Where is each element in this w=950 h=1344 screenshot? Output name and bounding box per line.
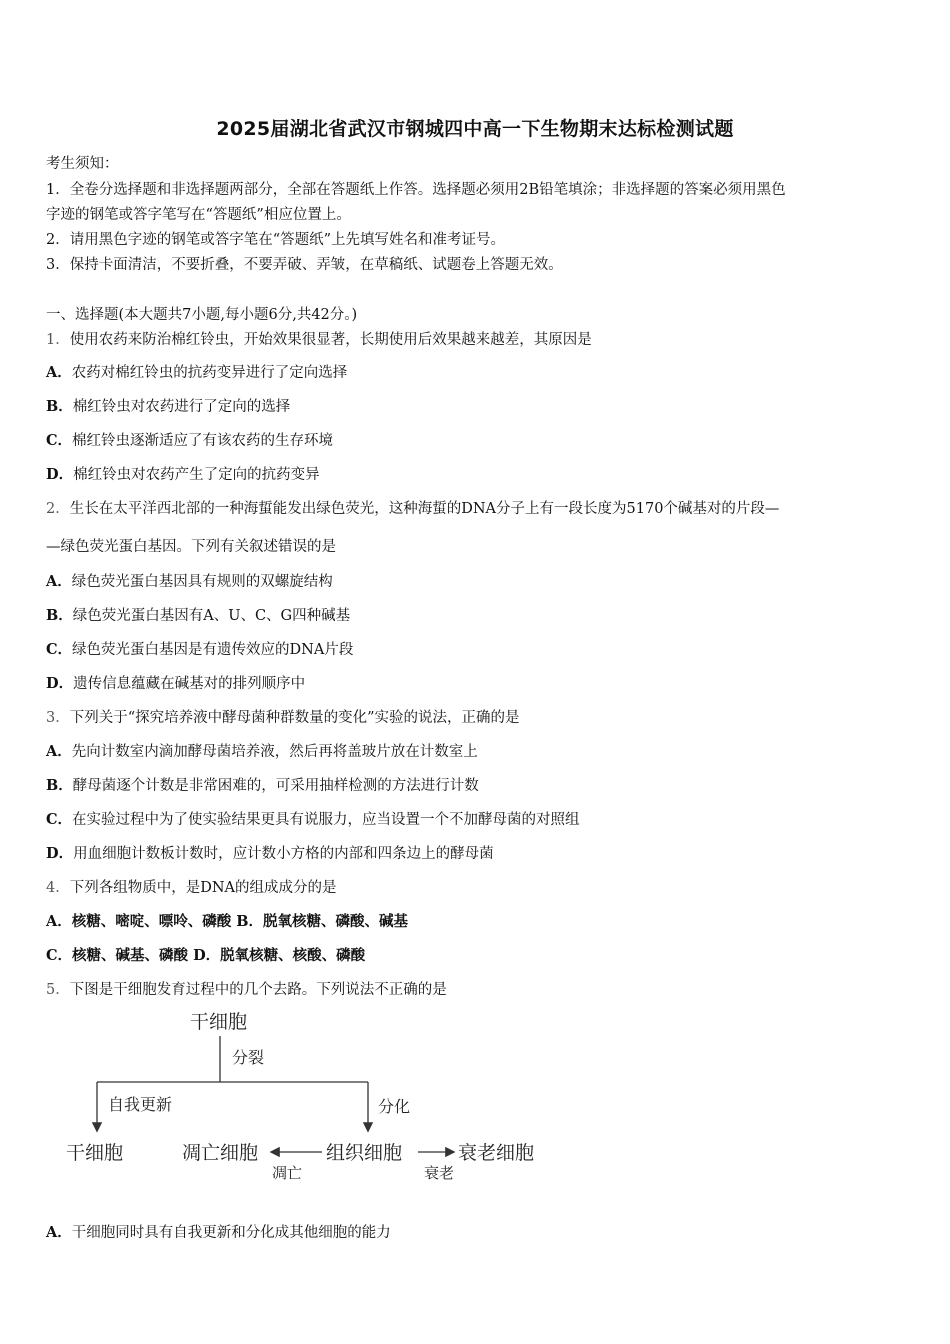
option-text: 用血细胞计数板计数时，应计数小方格的内部和四条边上的酵母菌 <box>73 846 494 862</box>
diagram-stem-cell: 干细胞 <box>66 1142 124 1164</box>
option-c[interactable] <box>46 638 353 659</box>
question-stem: 下图是干细胞发育过程中的几个去路。下列说法不正确的是 <box>69 982 447 998</box>
diagram-aging-cell: 衰老细胞 <box>458 1142 535 1164</box>
question-3 <box>46 706 520 727</box>
notice-item: 字迹的钢笔或答字笔写在“答题纸”相应位置上。 <box>46 207 351 223</box>
question-stem: 生长在太平洋西北部的一种海蜇能发出绿色荧光，这种海蜇的DNA分子上有一段长度为5170个碱基对的片段— <box>69 501 780 517</box>
option-row[interactable]: A．核糖、嘧啶、嘌呤、磷酸 B．脱氧核糖、磷酸、碱基 <box>46 913 409 930</box>
section-heading: 一、选择题(本大题共7小题,每小题6分,共42分。) <box>46 307 358 323</box>
diagram-split-label: 分裂 <box>232 1048 265 1067</box>
option-label: D． <box>46 845 74 862</box>
option-text: 棉红铃虫逐渐适应了有该农药的生存环境 <box>72 433 334 449</box>
question-number: 3． <box>46 710 70 726</box>
notice-item: 2．请用黑色字迹的钢笔或答字笔在“答题纸”上先填写姓名和准考证号。 <box>46 232 506 248</box>
option-label: B． <box>46 607 73 624</box>
diagram-apoptosis-label: 凋亡 <box>272 1164 303 1182</box>
question-1 <box>46 328 592 349</box>
diagram-apoptotic-cell: 凋亡细胞 <box>182 1142 259 1164</box>
option-text: 遗传信息蕴藏在碱基对的排列顺序中 <box>73 676 306 692</box>
question-4 <box>46 876 337 897</box>
option-d[interactable] <box>46 842 494 863</box>
option-text: 绿色荧光蛋白基因有A、U、C、G四种碱基 <box>72 608 351 624</box>
option-label: A． <box>46 1224 72 1241</box>
option-d[interactable] <box>46 463 320 484</box>
diagram-top-label: 干细胞 <box>190 1011 248 1033</box>
option-b[interactable] <box>46 395 290 416</box>
option-a[interactable] <box>46 1221 391 1242</box>
option-label: A． <box>46 364 72 381</box>
notice-item: 3．保持卡面清洁，不要折叠，不要弄破、弄皱，在草稿纸、试题卷上答题无效。 <box>46 257 563 273</box>
option-text: 棉红铃虫对农药产生了定向的抗药变异 <box>73 467 320 483</box>
question-stem: 使用农药来防治棉红铃虫，开始效果很显著，长期使用后效果越来越差，其原因是 <box>69 332 592 348</box>
stem-cell-diagram <box>60 1002 560 1192</box>
option-a[interactable] <box>46 361 347 382</box>
option-label: A． <box>46 743 72 760</box>
option-text: 绿色荧光蛋白基因具有规则的双螺旋结构 <box>71 574 333 590</box>
option-label: C． <box>46 641 73 658</box>
diagram-differentiate-label: 分化 <box>378 1097 411 1116</box>
option-d[interactable] <box>46 672 305 693</box>
option-label: D． <box>46 675 74 692</box>
option-a[interactable] <box>46 570 333 591</box>
question-number: 1． <box>46 332 70 348</box>
option-c[interactable] <box>46 808 580 829</box>
option-label: C． <box>46 811 73 828</box>
option-label: D． <box>46 466 74 483</box>
diagram-tissue-cell: 组织细胞 <box>326 1142 403 1164</box>
question-number: 5． <box>46 982 70 998</box>
question-2 <box>46 497 779 518</box>
option-text: 干细胞同时具有自我更新和分化成其他细胞的能力 <box>71 1225 391 1241</box>
option-label: A． <box>46 573 72 590</box>
option-text: 绿色荧光蛋白基因是有遗传效应的DNA片段 <box>72 642 354 658</box>
option-c[interactable] <box>46 429 333 450</box>
option-text: 在实验过程中为了使实验结果更具有说服力，应当设置一个不加酵母菌的对照组 <box>72 812 580 828</box>
option-label: C． <box>46 432 73 449</box>
question-stem: 下列各组物质中，是DNA的组成成分的是 <box>69 880 337 896</box>
option-b[interactable] <box>46 604 350 625</box>
diagram-self-renew-label: 自我更新 <box>108 1095 173 1114</box>
option-row[interactable]: C．核糖、碱基、磷酸 D．脱氧核糖、核酸、磷酸 <box>46 947 366 964</box>
notice-item: 1．全卷分选择题和非选择题两部分，全部在答题纸上作答。选择题必须用2B铅笔填涂；非选择题的答案必须用黑色 <box>46 182 786 198</box>
option-label: B． <box>46 777 73 794</box>
option-text: 棉红铃虫对农药进行了定向的选择 <box>72 399 291 415</box>
option-a[interactable] <box>46 740 478 761</box>
question-stem: 下列关于“探究培养液中酵母菌种群数量的变化”实验的说法，正确的是 <box>69 710 520 726</box>
option-b[interactable] <box>46 774 479 795</box>
option-label: B． <box>46 398 73 415</box>
page-title: 2025届湖北省武汉市钢城四中高一下生物期末达标检测试题 <box>216 118 734 140</box>
question-5 <box>46 978 447 999</box>
question-number: 4． <box>46 880 70 896</box>
option-text: 酵母菌逐个计数是非常困难的，可采用抽样检测的方法进行计数 <box>72 778 479 794</box>
option-text: 农药对棉红铃虫的抗药变异进行了定向选择 <box>71 365 348 381</box>
diagram-aging-label: 衰老 <box>424 1164 455 1182</box>
notice-heading: 考生须知： <box>46 156 119 172</box>
question-stem-continued: —绿色荧光蛋白基因。下列有关叙述错误的是 <box>46 539 336 555</box>
option-text: 先向计数室内滴加酵母菌培养液，然后再将盖玻片放在计数室上 <box>71 744 478 760</box>
question-number: 2． <box>46 501 70 517</box>
